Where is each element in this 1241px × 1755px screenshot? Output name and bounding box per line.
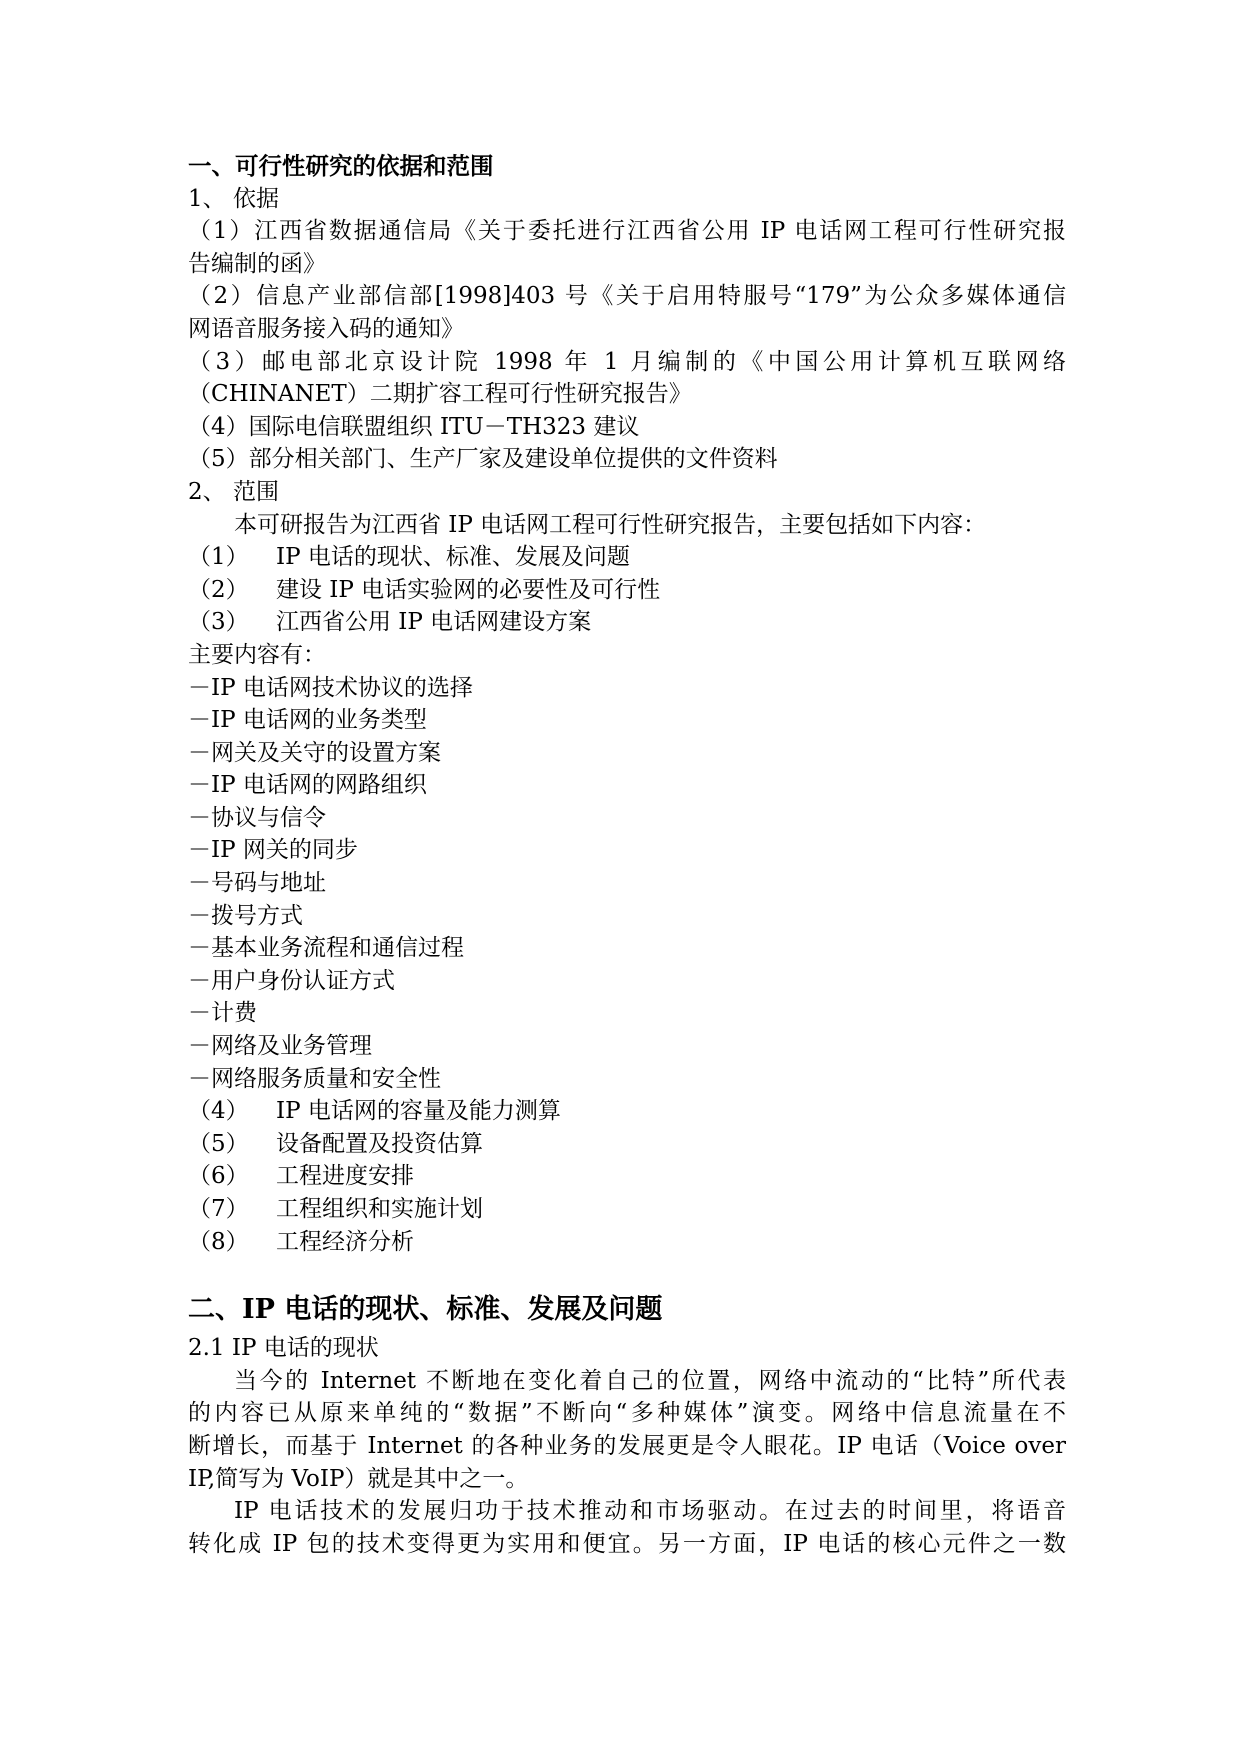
section2-title: 二、IP 电话的现状、标准、发展及问题: [188, 1294, 663, 1326]
scope-item-4: [188, 1095, 1066, 1128]
scope-item-text: IP 电话网的容量及能力测算: [276, 1098, 561, 1125]
para2-line-1: IP 电话技术的发展归功于技术推动和市场驱动。在过去的时间里，将语音: [234, 1498, 1066, 1525]
para2-line-2: 转化成 IP 包的技术变得更为实用和便宜。另一方面，IP 电话的核心元件之一数: [188, 1530, 1066, 1557]
main-item: －IP 电话网的网路组织: [188, 772, 427, 799]
basis-item-1-line-2: 告编制的函》: [188, 250, 326, 277]
scope-item-text: 建设 IP 电话实验网的必要性及可行性: [276, 576, 661, 603]
scope-item-text: 设备配置及投资估算: [276, 1130, 483, 1157]
scope-item-text: 工程经济分析: [276, 1228, 414, 1255]
main-item: －网络服务质量和安全性: [188, 1065, 441, 1092]
main-item: －基本业务流程和通信过程: [188, 935, 464, 962]
basis-item-4: （4）国际电信联盟组织 ITU－TH323 建议: [188, 413, 640, 440]
scope-item-7: [188, 1193, 1066, 1226]
basis-item-3-line-2: （CHINANET）二期扩容工程可行性研究报告》: [188, 381, 692, 408]
basis-item-1-line-1: （1）江西省数据通信局《关于委托进行江西省公用 IP 电话网工程可行性研究报: [188, 218, 1066, 245]
scope-item-5: [188, 1128, 1066, 1161]
scope-item-number: （4）: [188, 1098, 249, 1125]
scope-item-3: [188, 606, 1066, 639]
para1-line-1: 当今的 Internet 不断地在变化着自己的位置，网络中流动的“比特”所代表: [234, 1367, 1066, 1394]
basis-heading: 1、 依据: [188, 185, 279, 212]
para1-line-3: 断增长，而基于 Internet 的各种业务的发展更是令人眼花。IP 电话（Voice over: [188, 1432, 1066, 1459]
scope-item-6: [188, 1160, 1066, 1193]
scope-item-2: [188, 574, 1066, 607]
scope-item-number: （5）: [188, 1130, 249, 1157]
scope-item-number: （6）: [188, 1163, 249, 1190]
scope-item-text: 江西省公用 IP 电话网建设方案: [276, 609, 592, 636]
basis-item-5: （5）部分相关部门、生产厂家及建设单位提供的文件资料: [188, 446, 778, 473]
basis-item-2-line-1: （2）信息产业部信部[1998]403 号《关于启用特服号“179”为公众多媒体通信: [188, 283, 1066, 310]
scope-item-number: （1）: [188, 544, 249, 571]
main-item: －计费: [188, 1000, 257, 1027]
scope-item-text: 工程进度安排: [276, 1163, 414, 1190]
scope-item-8: [188, 1226, 1066, 1259]
basis-item-3-line-1: （3）邮电部北京设计院 1998 年 1 月编制的《中国公用计算机互联网络: [188, 348, 1066, 375]
scope-item-text: 工程组织和实施计划: [276, 1196, 483, 1222]
main-content-label: 主要内容有：: [188, 641, 326, 668]
main-item: －用户身份认证方式: [188, 967, 395, 994]
section1-title: 一、可行性研究的依据和范围: [188, 152, 494, 180]
main-item: －IP 电话网的业务类型: [188, 707, 427, 734]
main-item: －IP 电话网技术协议的选择: [188, 674, 473, 701]
scope-item-number: （8）: [188, 1228, 249, 1255]
para1-line-2: 的内容已从原来单纯的“数据”不断向“多种媒体”演变。网络中信息流量在不: [188, 1400, 1066, 1427]
basis-item-2-line-2: 网语音服务接入码的通知》: [188, 315, 464, 342]
main-item: －网关及关守的设置方案: [188, 739, 441, 766]
main-item: －号码与地址: [188, 870, 326, 897]
scope-item-number: （7）: [188, 1196, 249, 1222]
main-item: －拨号方式: [188, 902, 303, 929]
scope-item-text: IP 电话的现状、标准、发展及问题: [276, 544, 630, 571]
scope-intro: 本可研报告为江西省 IP 电话网工程可行性研究报告，主要包括如下内容：: [234, 511, 987, 538]
subsection-heading: 2.1 IP 电话的现状: [188, 1335, 379, 1362]
scope-item-number: （2）: [188, 576, 249, 603]
main-item: －网络及业务管理: [188, 1033, 372, 1060]
main-item: －协议与信令: [188, 804, 326, 831]
scope-item-number: （3）: [188, 609, 249, 636]
document-body: [188, 150, 1066, 1560]
scope-item-1: [188, 541, 1066, 574]
para1-line-4: IP,简写为 VoIP）就是其中之一。: [188, 1465, 529, 1492]
main-item: －IP 网关的同步: [188, 837, 358, 864]
scope-heading: 2、 范围: [188, 478, 279, 505]
